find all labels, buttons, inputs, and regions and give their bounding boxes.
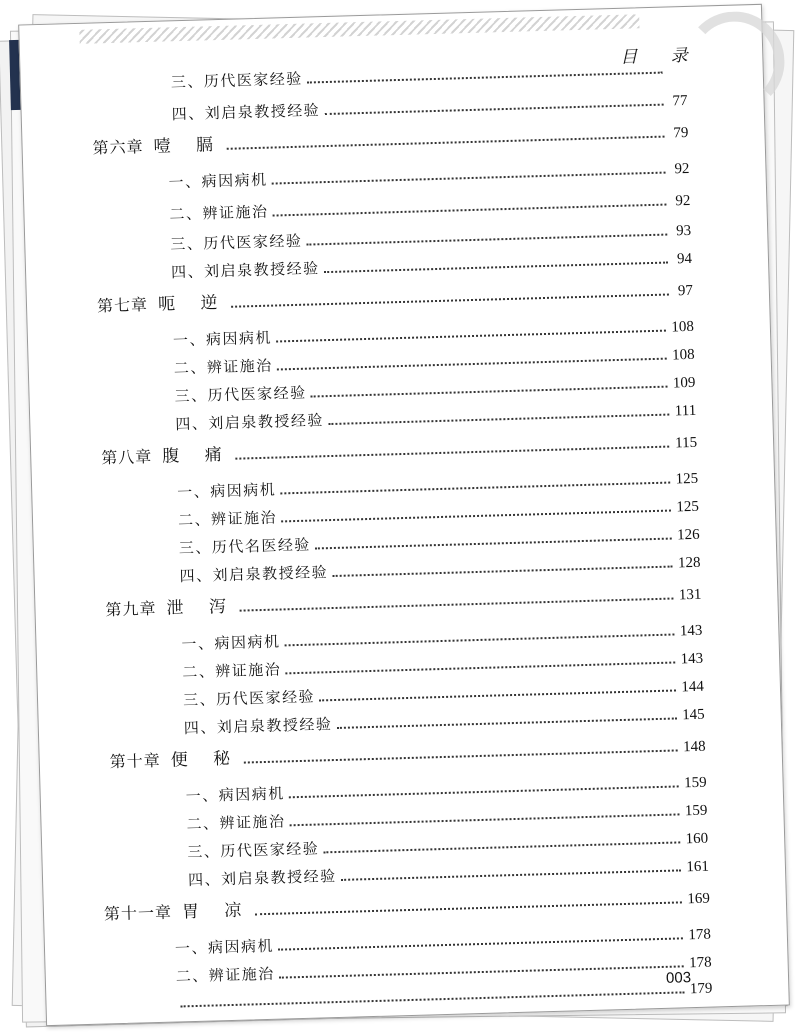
toc-page-number: 148 [682,738,706,756]
section-label: 一、病因病机 [177,480,277,502]
toc-page-number: 126 [676,526,700,544]
section-label: 四、刘启泉教授经验 [170,259,320,282]
dot-leader [236,445,670,460]
section-label: 二、辨证施治 [169,202,269,224]
chapter-number: 第十一章 [103,902,173,924]
toc-page-number: 79 [673,124,689,142]
toc-page-number: 111 [674,402,697,420]
section-label: 三、历代医家经验 [182,687,316,710]
dot-leader [324,103,663,115]
toc-page-number: 94 [676,250,693,268]
toc-page-number: 115 [674,434,698,452]
chapter-label [104,895,252,924]
chapter-title: 呃 逆 [157,292,228,315]
toc-section-entry[interactable] [171,57,687,92]
toc-page-number: 109 [672,374,696,392]
dot-leader [181,990,684,1007]
toc-page-number: 179 [689,980,713,998]
dot-leader [328,413,669,426]
section-label: 三、历代医家经验 [170,231,303,254]
section-label: 一、病因病机 [181,632,281,654]
dot-leader [285,660,674,674]
toc-section-entry[interactable] [176,981,712,1013]
dot-leader [315,537,671,550]
toc-page-number: 178 [688,954,712,972]
toc-section-entry[interactable] [168,157,689,193]
dot-leader [289,784,678,798]
section-label: 三、历代医家经验 [170,69,304,92]
chapter-number: 第七章 [96,295,149,316]
toc-page-number: 77 [672,92,688,110]
toc-section-entry[interactable] [169,189,690,225]
section-label: 三、历代医家经验 [174,383,307,406]
dot-leader [280,481,669,495]
section-label: 一、病因病机 [172,328,273,350]
chapter-title: 便 秘 [170,748,241,771]
dot-leader [324,261,668,274]
chapter-number: 第十章 [109,750,162,772]
toc-page-number: 131 [678,586,702,604]
dot-leader [319,688,675,701]
dot-leader [244,748,677,763]
toc-page-number: 108 [671,318,695,336]
chapter-number: 第八章 [101,447,153,468]
section-label: 二、辨证施治 [177,508,278,530]
dot-leader [278,936,682,950]
dot-leader [336,716,676,728]
toc-page-number: 145 [681,706,705,724]
dot-leader [277,357,666,371]
section-label: 二、辨证施治 [175,964,276,986]
dot-leader [279,964,683,978]
chapter-label [97,288,228,317]
section-label: 三、历代医家经验 [187,839,320,862]
section-label: 二、辨证施治 [173,356,274,378]
toc-page-number: 161 [686,858,710,876]
section-label: 三、历代名医经验 [178,535,312,558]
dot-leader [281,509,670,523]
dot-leader [341,868,681,880]
toc-page-number: 160 [685,830,709,848]
dot-leader [227,135,664,150]
chapter-title: 噎 膈 [153,134,224,157]
toc-page-number: 92 [674,160,690,178]
section-label: 四、刘启泉教授经验 [171,101,321,124]
toc-page-number [669,78,687,79]
chapter-number: 第九章 [105,598,157,620]
toc-page-number: 178 [688,926,712,944]
section-label: 一、病因病机 [185,784,285,806]
toc-page-number: 159 [684,802,708,820]
page-number: 003 [665,969,692,987]
table-of-contents [19,5,789,1025]
section-label: 四、刘启泉教授经验 [183,715,333,738]
section-label: 一、病因病机 [174,936,275,958]
dot-leader [240,597,673,612]
dot-leader [285,633,674,647]
section-label: 四、刘启泉教授经验 [179,563,329,586]
toc-page-number: 159 [683,774,707,792]
section-label: 二、辨证施治 [186,812,286,834]
dot-leader [276,329,665,343]
dot-leader [290,812,679,826]
section-label: 二、辨证施治 [182,660,282,682]
toc-page-number: 97 [677,282,694,300]
dot-leader [231,293,668,308]
chapter-title: 腹 痛 [162,444,232,467]
chapter-label [101,440,232,469]
toc-page-number: 143 [679,622,703,640]
chapter-label [92,130,223,159]
section-label: 四、刘启泉教授经验 [175,411,325,434]
dot-leader [323,840,679,853]
chapter-label [105,592,236,621]
toc-page-number: 108 [671,346,695,364]
toc-page-number: 125 [676,498,700,516]
chapter-title: 胃 凉 [181,900,252,923]
section-label: 四、刘启泉教授经验 [187,867,337,890]
dot-leader [272,171,666,185]
toc-page [18,4,790,1026]
chapter-label [109,744,240,773]
chapter-title: 泄 泻 [166,596,237,619]
toc-page-number: 128 [677,554,701,572]
toc-page-number: 144 [681,678,705,696]
toc-page-number: 92 [675,192,691,210]
chapter-number: 第六章 [92,137,144,158]
dot-leader [255,900,681,915]
toc-page-number: 169 [687,890,711,908]
dot-leader [273,203,667,217]
page-header-title: 目 录 [620,45,702,68]
section-label: 一、病因病机 [168,170,268,192]
dot-leader [307,71,663,84]
toc-page-number: 125 [675,470,699,488]
dot-leader [311,385,667,398]
dot-leader [332,565,672,577]
toc-page-number: 143 [680,650,704,668]
toc-page-number: 93 [675,222,692,240]
dot-leader [306,233,667,246]
